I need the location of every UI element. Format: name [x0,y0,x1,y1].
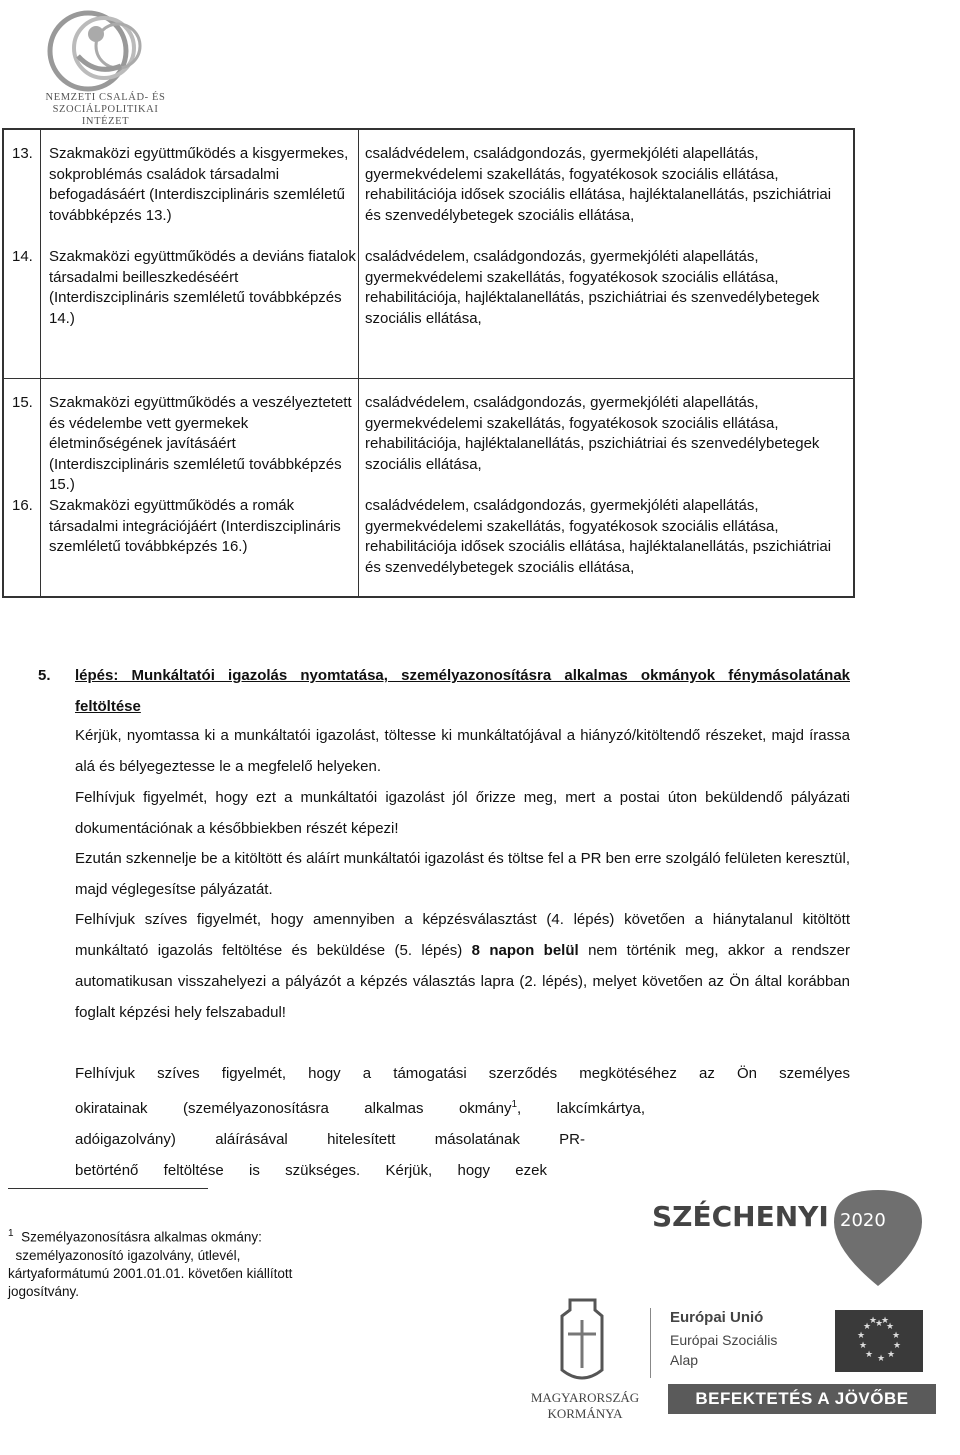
footnote-divider [8,1188,208,1189]
eu-logo [650,1300,950,1430]
eu-line1: Európai Unió [670,1309,764,1326]
deadline-highlight: 8 napon belül [471,942,579,959]
institute-name: NEMZETI CSALÁD- ÉS SZOCIÁLPOLITIKAI INTÉZET [45,92,166,127]
mk-line1: MAGYARORSZÁG [530,1390,640,1405]
footnote: $^1$ Személyazonosításra alkalmas okmány: személyazonosító igazolvány, útlevél, kártyaformátumú 2001.01.01. követően kiállított jogosítvány. [8,1228,293,1299]
svg-text:★: ★ [877,1354,886,1364]
svg-text:★: ★ [875,1319,884,1329]
svg-text:★: ★ [865,1350,874,1360]
paragraph-documents: Felhívjuk szíves figyelmét, hogy a támogatási szerződés megkötéséhez az Ön személyes okiratainak (személyazonosításra alkalmas okmány$^1$, lakcímkártya, adóigazolvány) aláírásával hitelesített másolatának PR- betörténő feltöltése is szükséges. Kérjük, hogy ezek [75,1065,850,1179]
szechenyi-text: SZÉCHENYI [652,1200,829,1233]
row-number: 14. [12,248,33,265]
course-name: Szakmaközi együttműködés a romák társadalmi integrációjáért (Interdiszciplináris szemléletű továbbképzés 16.) [49,497,341,555]
government-crest-logo [510,1290,660,1430]
course-areas: családvédelem, családgondozás, gyermekjóléti alapellátás, gyermekvédelemi szakellátás, fogyatékosok szociális ellátása, rehabilitációja idősek szociális ellátása, hajléktalanellátás, pszichiátriai és szenvedélybetegek szociális ellátása, [365,145,832,224]
szechenyi-2020-logo [650,1188,950,1288]
svg-text:★: ★ [892,1331,901,1341]
svg-text:★: ★ [886,1322,895,1332]
svg-text:★: ★ [869,1316,878,1326]
section-title: lépés: Munkáltatói igazolás nyomtatása, személyazonosításra alkalmas okmányok fénymásolatának feltöltése [75,667,850,715]
paragraph-deadline: Felhívjuk szíves figyelmét, hogy amennyiben a képzésválasztást (4. lépés) követően a hiánytalanul kitöltött munkáltató igazolás feltöltése és beküldése (5. lépés) 8 napon belül nem történik meg, akkor a rendszer automatikusan visszahelyezi a pályázót a képzés választás lapra (2. lépés), melyet követően az Ön által korábban foglalt képzési hely felszabadul! [75,911,850,1021]
eu-banner: BEFEKTETÉS A JÖVŐBE [668,1384,936,1414]
course-name: Szakmaközi együttműködés a deviáns fiatalok társadalmi beilleszkedéséért (Interdiszciplináris szemléletű továbbképzés 14.) [49,248,356,327]
course-areas: családvédelem, családgondozás, gyermekjóléti alapellátás, gyermekvédelemi szakellátás, fogyatékosok szociális ellátása, rehabilitációja idősek szociális ellátása, hajléktalanellátás, pszichiátriai és szenvedélybetegek szociális ellátása, [365,497,832,576]
course-name: Szakmaközi együttműködés a veszélyeztetett és védelembe vett gyermekek életminőségének javításáért (Interdiszciplináris szemléletű továbbképzés 15.) [49,394,352,493]
paragraph-keep: Felhívjuk figyelmét, hogy ezt a munkáltatói igazolást jól őrizze meg, mert a postai úton beküldendő pályázati dokumentációnak a későbbiekben részét képezi! [75,789,850,837]
svg-text:★: ★ [863,1322,872,1332]
course-areas: családvédelem, családgondozás, gyermekjóléti alapellátás, gyermekvédelemi szakellátás, fogyatékosok szociális ellátása, rehabilitációja, hajléktalanellátás, pszichiátriai és szenvedélybetegek szociális ellátása, [365,394,820,473]
row-number: 15. [12,394,33,411]
course-table [2,128,855,598]
szechenyi-year: 2020 [840,1210,886,1231]
row-number: 16. [12,497,33,514]
mk-line2: KORMÁNYA [547,1406,623,1421]
svg-text:★: ★ [859,1341,868,1351]
svg-text:★: ★ [893,1341,902,1351]
course-name: Szakmaközi együttműködés a kisgyermekes, sokproblémás családok társadalmi befogadásáért (Interdiszciplináris szemléletű továbbképzés 13.) [49,145,349,224]
svg-text:★: ★ [887,1350,896,1360]
section-number: 5. [38,667,51,684]
eu-line2: Európai Szociális [670,1332,778,1348]
svg-text:★: ★ [881,1316,890,1326]
eu-flag-icon [835,1310,923,1372]
paragraph-scan: Ezután szkennelje be a kitöltött és aláírt munkáltatói igazolást és töltse fel a PR ben erre szolgáló felületen keresztül, majd véglegesítse pályázatát. [75,850,850,898]
svg-text:★: ★ [857,1331,866,1341]
paragraph-print: Kérjük, nyomtassa ki a munkáltatói igazolást, töltesse ki munkáltatójával a hiányzó/kitöltendő részeket, majd írassa alá és bélyegeztesse le a megfelelő helyeken. [75,727,850,775]
eu-line3: Alap [670,1352,699,1368]
row-number: 13. [12,145,33,162]
course-areas: családvédelem, családgondozás, gyermekjóléti alapellátás, gyermekvédelemi szakellátás, fogyatékosok szociális ellátása, rehabilitációja, hajléktalanellátás, pszichiátriai és szenvedélybetegek szociális ellátása, [365,248,820,327]
